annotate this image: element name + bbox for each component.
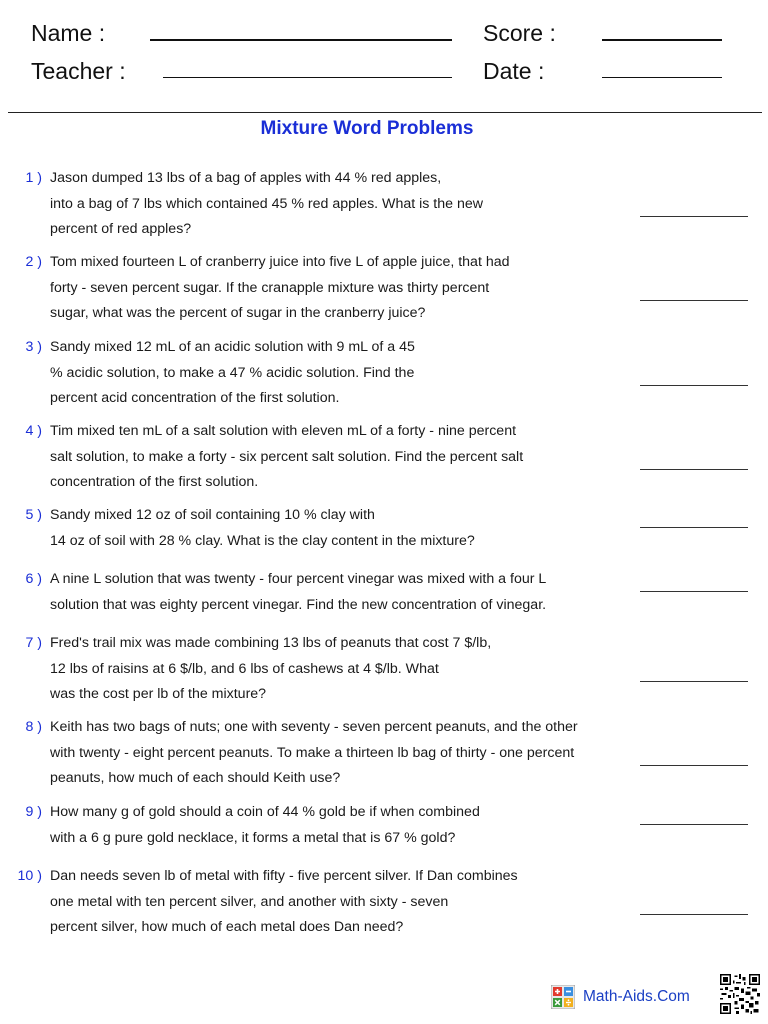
problem-number: 9 ): [25, 804, 42, 820]
header-divider: [8, 112, 762, 113]
problem-text-line: into a bag of 7 lbs which contained 45 % red apples. What is the new: [50, 195, 483, 212]
answer-line[interactable]: [640, 527, 748, 528]
problem-text-line: with twenty - eight percent peanuts. To make a thirteen lb bag of thirty - one percent: [50, 744, 575, 761]
problem-text-line: Dan needs seven lb of metal with fifty - five percent silver. If Dan combines: [50, 868, 518, 884]
answer-line[interactable]: [640, 765, 748, 766]
answer-line[interactable]: [640, 216, 748, 217]
problem-text-line: Tim mixed ten mL of a salt solution with eleven mL of a forty - nine percent: [50, 423, 517, 439]
problem-text-line: % acidic solution, to make a 47 % acidic solution. Find the: [50, 364, 415, 381]
problem-text: [50, 250, 610, 327]
answer-line[interactable]: [640, 914, 748, 915]
problem-number: 2 ): [25, 254, 42, 270]
problem-number: 4 ): [25, 423, 42, 439]
answer-line[interactable]: [640, 385, 748, 386]
problem-text-line: Jason dumped 13 lbs of a bag of apples with 44 % red apples,: [50, 170, 442, 186]
score-field-line[interactable]: [602, 39, 722, 41]
teacher-label: Teacher :: [31, 58, 126, 84]
problem-number: 3 ): [25, 339, 42, 355]
problem-text-line: peanuts, how much of each should Keith use?: [50, 770, 341, 786]
problem-number: 10 ): [17, 868, 42, 884]
problem-text-line: 14 oz of soil with 28 % clay. What is the clay content in the mixture?: [50, 532, 475, 549]
problem-text-line: percent silver, how much of each metal does Dan need?: [50, 919, 404, 935]
problem-text: [50, 567, 610, 618]
problem-text-line: Sandy mixed 12 oz of soil containing 10 % clay with: [50, 507, 375, 523]
problem-text-line: was the cost per lb of the mixture?: [50, 686, 267, 702]
problem-text: [50, 715, 610, 792]
problem-text-line: Fred's trail mix was made combining 13 lbs of peanuts that cost 7 $/lb,: [50, 635, 492, 651]
problem-text-line: percent of red apples?: [50, 221, 192, 237]
problem-text: [50, 503, 610, 554]
problem-text-line: A nine L solution that was twenty - four percent vinegar was mixed with a four L: [50, 571, 547, 587]
problem-text-line: Tom mixed fourteen L of cranberry juice into five L of apple juice, that had: [50, 254, 510, 270]
answer-line[interactable]: [640, 681, 748, 682]
problem-text: [50, 335, 610, 412]
date-label: Date :: [483, 58, 545, 84]
problem-number: 1 ): [25, 170, 42, 186]
name-label: Name :: [31, 20, 106, 46]
problem-text: [50, 800, 610, 851]
problem-text: [50, 631, 610, 708]
problem-text-line: with a 6 g pure gold necklace, it forms a metal that is 67 % gold?: [50, 829, 456, 846]
answer-line[interactable]: [640, 300, 748, 301]
problem-text-line: salt solution, to make a forty - six percent salt solution. Find the percent salt: [50, 448, 524, 465]
problem-text-line: solution that was eighty percent vinegar. Find the new concentration of vinegar.: [50, 596, 547, 613]
answer-line[interactable]: [640, 469, 748, 470]
date-field-line[interactable]: [602, 77, 722, 78]
problem-text-line: one metal with ten percent silver, and another with sixty - seven: [50, 893, 449, 910]
answer-line[interactable]: [640, 824, 748, 825]
problem-text-line: percent acid concentration of the first solution.: [50, 390, 340, 406]
score-label: Score :: [483, 20, 556, 46]
problem-text: [50, 419, 610, 496]
problem-text-line: How many g of gold should a coin of 44 % gold be if when combined: [50, 804, 480, 820]
qr-code-icon: [720, 974, 760, 1014]
page-title: Mixture Word Problems: [260, 118, 474, 139]
brand-link[interactable]: Math-Aids.Com: [583, 988, 690, 1005]
problem-number: 5 ): [25, 507, 42, 523]
problem-text-line: Keith has two bags of nuts; one with seventy - seven percent peanuts, and the other: [50, 719, 578, 735]
problem-text: [50, 864, 610, 941]
problem-text: [50, 166, 610, 243]
problem-text-line: Sandy mixed 12 mL of an acidic solution with 9 mL of a 45: [50, 339, 415, 355]
problem-number: 7 ): [25, 635, 42, 651]
problem-number: 6 ): [25, 571, 42, 587]
teacher-field-line[interactable]: [163, 77, 452, 78]
problem-text-line: forty - seven percent sugar. If the cranapple mixture was thirty percent: [50, 279, 490, 296]
problem-text-line: 12 lbs of raisins at 6 $/lb, and 6 lbs of cashews at 4 $/lb. What: [50, 660, 439, 677]
problem-text-line: sugar, what was the percent of sugar in the cranberry juice?: [50, 305, 426, 321]
answer-line[interactable]: [640, 591, 748, 592]
name-field-line[interactable]: [150, 39, 452, 41]
calculator-icon: [551, 985, 575, 1009]
problem-text-line: concentration of the first solution.: [50, 474, 259, 490]
problem-number: 8 ): [25, 719, 42, 735]
